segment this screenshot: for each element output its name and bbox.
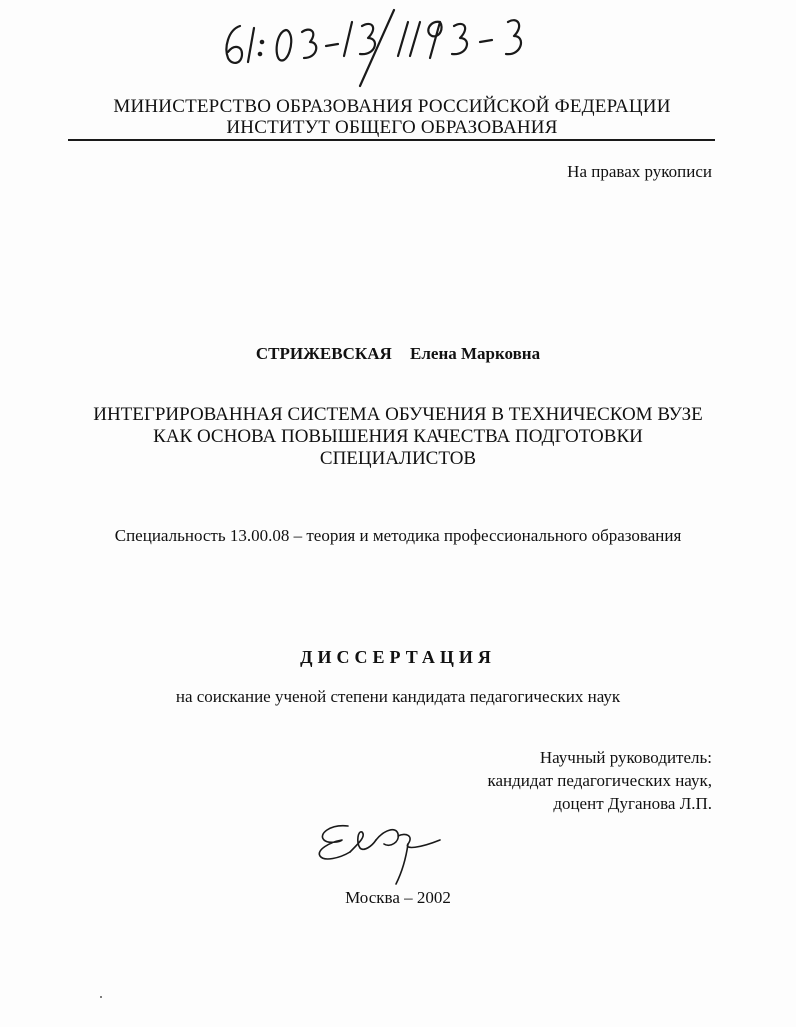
supervisor-block [487, 746, 712, 815]
institute-name: ИНСТИТУТ ОБЩЕГО ОБРАЗОВАНИЯ [226, 117, 558, 138]
title-line: СПЕЦИАЛИСТОВ [319, 448, 477, 469]
dissertation-title [40, 404, 756, 470]
author-given-names: Елена Марковна [410, 344, 541, 363]
paper-speck [100, 996, 102, 998]
degree-line: на соискание ученой степени кандидата педагогических наук [175, 687, 621, 706]
city-year: Москва – 2002 [345, 888, 451, 907]
author-name [0, 344, 796, 364]
manuscript-note: На правах рукописи [567, 162, 712, 181]
header-divider [68, 139, 715, 141]
supervisor-name: доцент Дуганова Л.П. [553, 794, 712, 813]
supervisor-degree: кандидат педагогических наук, [487, 771, 712, 790]
supervisor-label: Научный руководитель: [539, 748, 712, 767]
title-line: ИНТЕГРИРОВАННАЯ СИСТЕМА ОБУЧЕНИЯ В ТЕХНИЧЕСКОМ ВУЗЕ [93, 404, 703, 425]
title-line: КАК ОСНОВА ПОВЫШЕНИЯ КАЧЕСТВА ПОДГОТОВКИ [153, 426, 643, 447]
signature-image [310, 812, 460, 892]
specialty-line: Специальность 13.00.08 – теория и методика профессионального образования [114, 526, 682, 545]
author-surname: СТРИЖЕВСКАЯ [255, 344, 392, 363]
document-type: ДИССЕРТАЦИЯ [300, 647, 496, 667]
handwritten-archive-number [218, 8, 538, 88]
ministry-name: МИНИСТЕРСТВО ОБРАЗОВАНИЯ РОССИЙСКОЙ ФЕДЕРАЦИИ [113, 96, 671, 117]
